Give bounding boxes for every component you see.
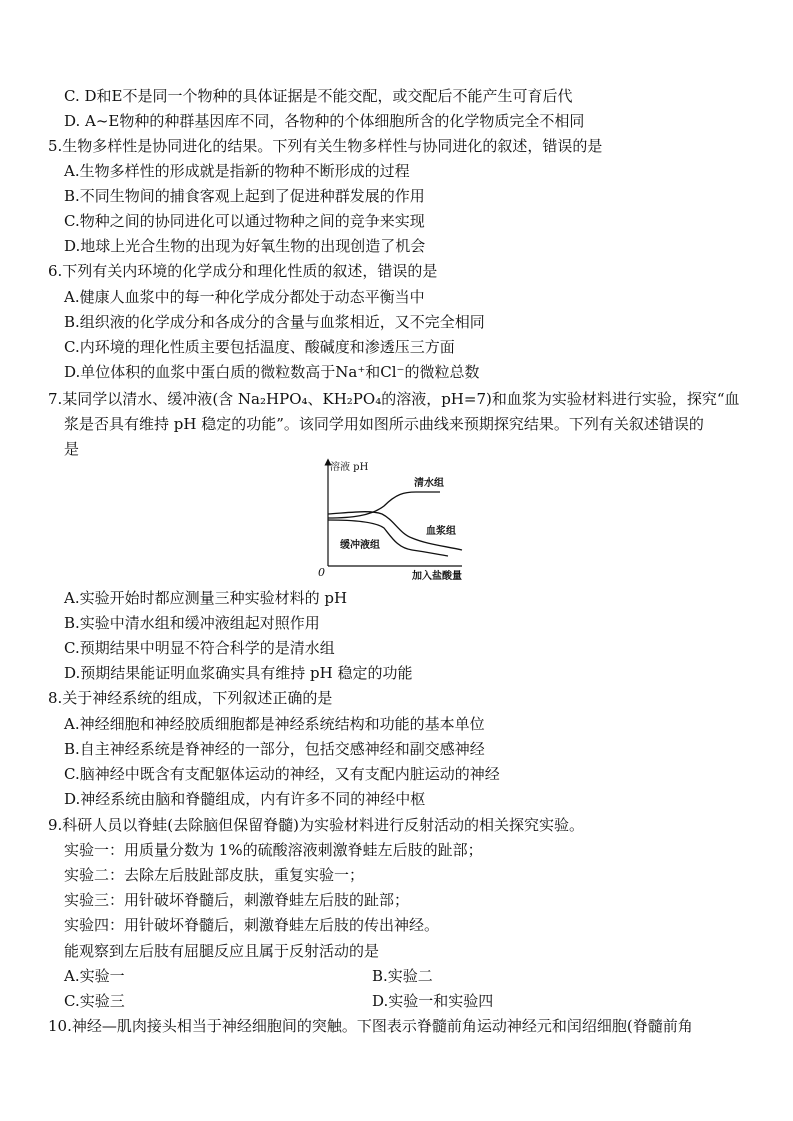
- q9-experiment-2: 实验二：去除左后肢趾部皮肤，重复实验一；: [64, 866, 365, 884]
- q8-option-b: B.自主神经系统是脊神经的一部分，包括交感神经和副交感神经: [64, 740, 485, 758]
- question-7-line2: 浆是否具有维持 pH 稳定的功能”。该同学用如图所示曲线来预期探究结果。下列有关叙述错误的: [64, 415, 704, 433]
- y-axis-label: 溶液 pH: [330, 462, 369, 473]
- q6-option-b: B.组织液的化学成分和各成分的含量与血浆相近，又不完全相同: [64, 313, 485, 331]
- q4-option-c: C. D和E不是同一个物种的具体证据是不能交配，或交配后不能产生可育后代: [64, 87, 573, 105]
- question-7-line3: 是: [64, 440, 80, 458]
- q6-option-c: C.内环境的理化性质主要包括温度、酸碱度和渗透压三方面: [64, 338, 455, 356]
- question-10: 10.神经—肌肉接头相当于神经细胞间的突触。下图表示脊髓前角运动神经元和闰绍细胞(脊髓前角: [48, 1017, 693, 1035]
- curve-buffer-label: 缓冲液组: [340, 540, 380, 551]
- curve-plasma-label: 血浆组: [426, 526, 456, 537]
- q7-option-a: A.实验开始时都应测量三种实验材料的 pH: [64, 589, 348, 607]
- question-7-line1: 7.某同学以清水、缓冲液(含 Na₂HPO₄、KH₂PO₄的溶液，pH=7)和血浆为实验材料进行实验，探究“血: [48, 390, 740, 408]
- q8-option-c: C.脑神经中既含有支配躯体运动的神经，又有支配内脏运动的神经: [64, 765, 500, 783]
- q7-option-b: B.实验中清水组和缓冲液组起对照作用: [64, 614, 320, 632]
- origin-label: 0: [318, 566, 325, 579]
- ph-curve-figure: [316, 458, 486, 584]
- q8-option-d: D.神经系统由脑和脊髓组成，内有许多不同的神经中枢: [64, 790, 426, 808]
- question-9: 9.科研人员以脊蛙(去除脑但保留脊髓)为实验材料进行反射活动的相关探究实验。: [48, 816, 585, 834]
- question-6: 6.下列有关内环境的化学成分和理化性质的叙述，错误的是: [48, 262, 438, 280]
- q9-option-a: A.实验一: [64, 967, 125, 985]
- q6-option-d: D.单位体积的血浆中蛋白质的微粒数高于Na⁺和Cl⁻的微粒总数: [64, 363, 480, 381]
- q9-experiment-4: 实验四：用针破坏脊髓后，刺激脊蛙左后肢的传出神经。: [64, 916, 440, 934]
- q5-option-b: B.不同生物间的捕食客观上起到了促进种群发展的作用: [64, 187, 425, 205]
- x-axis-label: 加入盐酸量: [412, 571, 462, 582]
- q5-option-c: C.物种之间的协同进化可以通过物种之间的竞争来实现: [64, 212, 425, 230]
- q9-option-b: B.实验二: [372, 967, 433, 985]
- curve-water: [328, 492, 440, 518]
- q6-option-a: A.健康人血浆中的每一种化学成分都处于动态平衡当中: [64, 288, 425, 306]
- q9-option-c: C.实验三: [64, 992, 125, 1010]
- curve-water-label: 清水组: [414, 478, 444, 489]
- q5-option-d: D.地球上光合生物的出现为好氧生物的出现创造了机会: [64, 237, 426, 255]
- question-8: 8.关于神经系统的组成，下列叙述正确的是: [48, 689, 333, 707]
- q9-experiment-1: 实验一：用质量分数为 1%的硫酸溶液刺激脊蛙左后肢的趾部；: [64, 841, 483, 859]
- q9-question: 能观察到左后肢有屈腿反应且属于反射活动的是: [64, 942, 380, 960]
- q8-option-a: A.神经细胞和神经胶质细胞都是神经系统结构和功能的基本单位: [64, 715, 485, 733]
- q7-option-d: D.预期结果能证明血浆确实具有维持 pH 稳定的功能: [64, 664, 413, 682]
- q4-option-d: D. A~E物种的种群基因库不同，各物种的个体细胞所含的化学物质完全不相同: [64, 112, 585, 130]
- q9-experiment-3: 实验三：用针破坏脊髓后，刺激脊蛙左后肢的趾部；: [64, 891, 410, 909]
- question-5: 5.生物多样性是协同进化的结果。下列有关生物多样性与协同进化的叙述，错误的是: [48, 137, 603, 155]
- q5-option-a: A.生物多样性的形成就是指新的物种不断形成的过程: [64, 162, 410, 180]
- q9-option-d: D.实验一和实验四: [372, 992, 494, 1010]
- q7-option-c: C.预期结果中明显不符合科学的是清水组: [64, 639, 335, 657]
